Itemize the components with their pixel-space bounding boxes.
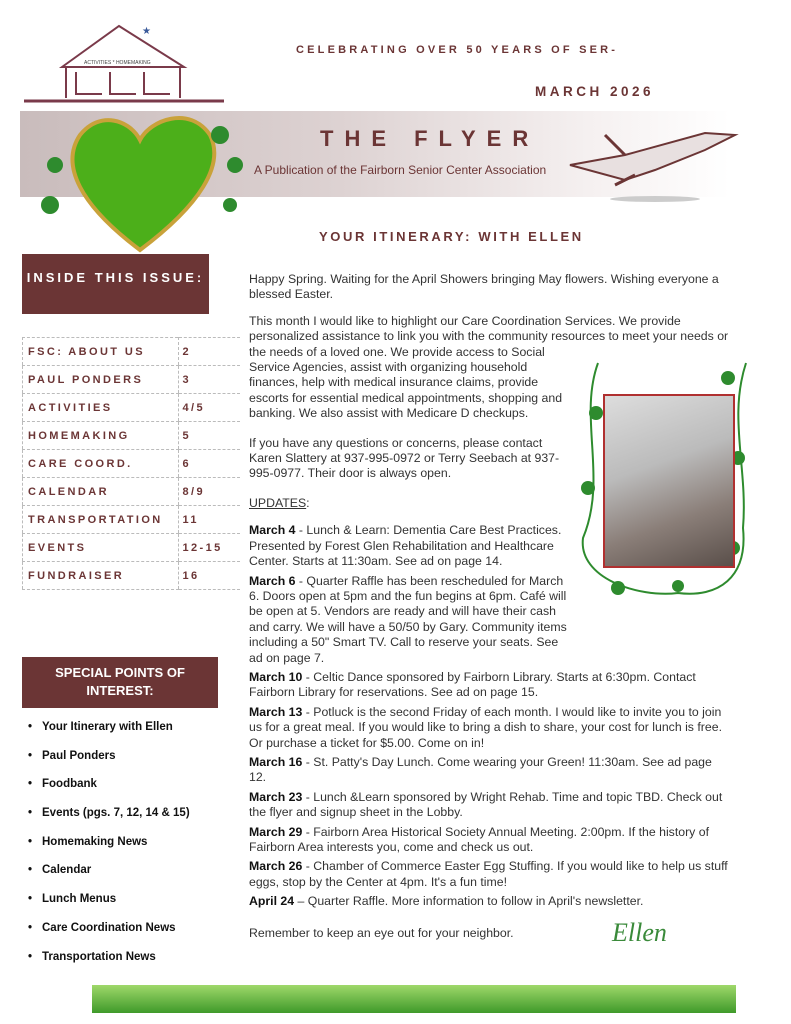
event-text: - Lunch & Learn: Dementia Care Best Practices. Presented by Forest Glen Rehabilitation and Healthcare Center. Starts at 11:30am. See ad on page 14. bbox=[249, 523, 562, 569]
toc-row bbox=[23, 394, 241, 422]
event-text: – Quarter Raffle. More information to follow in April's newsletter. bbox=[294, 894, 644, 909]
grass-flowers-border bbox=[92, 985, 736, 1013]
contact-paragraph: If you have any questions or concerns, please contact Karen Slattery at 937-995-0972 or Terry Seebach at 937-995-0977. Their door is always open. bbox=[249, 435, 560, 481]
event-date: March 26 bbox=[249, 859, 303, 874]
special-point-item: • Lunch Menus bbox=[28, 890, 190, 919]
senior-center-house-logo bbox=[24, 22, 224, 104]
event-date: March 29 bbox=[249, 824, 303, 839]
event-item bbox=[249, 705, 729, 751]
event-item bbox=[249, 859, 729, 890]
special-points-heading: SPECIAL POINTS OF INTEREST: bbox=[22, 657, 218, 708]
event-date: March 6 bbox=[249, 573, 296, 588]
toc-label: CALENDAR bbox=[23, 478, 179, 506]
shamrock-heart-graphic bbox=[20, 95, 260, 255]
event-date: April 24 bbox=[249, 894, 295, 909]
toc-page: 2 bbox=[178, 338, 240, 366]
toc-label: ACTIVITIES bbox=[23, 394, 179, 422]
special-point-item: • Your Itinerary with Ellen bbox=[28, 718, 190, 747]
closing-line: Remember to keep an eye out for your neighbor. bbox=[249, 925, 514, 940]
event-date: March 10 bbox=[249, 669, 303, 684]
event-text: - Lunch &Learn sponsored by Wright Rehab. Time and topic TBD. Check out the flyer and signup sheet in the Lobby. bbox=[249, 789, 723, 820]
toc-page: 6 bbox=[178, 450, 240, 478]
event-text: - St. Patty's Day Lunch. Come wearing your Green! 11:30am. See ad page 12. bbox=[249, 754, 712, 785]
event-item bbox=[249, 574, 569, 666]
logo bbox=[24, 22, 224, 104]
event-item bbox=[249, 755, 729, 786]
toc-label: PAUL PONDERS bbox=[23, 366, 179, 394]
toc-row bbox=[23, 534, 241, 562]
toc-label: EVENTS bbox=[23, 534, 179, 562]
event-date: March 4 bbox=[249, 523, 296, 538]
care-coordination-paragraph: This month I would like to highlight our Care Coordination Services. We provide personalized assistance to link you with the community resources to meet your needs or the needs of a loved one. We provide access to Social Service Agencies, assist with organizing household finances, help with medical insurance claims, provide escorts for essential medical appointments, shopping and banking. We also assist with Medicare D checkups. bbox=[249, 313, 729, 421]
special-point-item: • Homemaking News bbox=[28, 833, 190, 862]
special-point-item: • Calendar bbox=[28, 861, 190, 890]
event-text: - Fairborn Area Historical Society Annual Meeting. 2:00pm. If the history of Fairborn Area interests you, come and check us out. bbox=[249, 824, 710, 854]
inside-issue-heading: INSIDE THIS ISSUE: bbox=[22, 254, 209, 314]
svg-text:ACTIVITIES * HOMEMAKING: ACTIVITIES * HOMEMAKING bbox=[84, 60, 151, 66]
special-point-item: • Transportation News bbox=[28, 948, 190, 977]
newsletter-title: THE FLYER bbox=[320, 126, 540, 151]
toc-row bbox=[23, 506, 241, 534]
toc-page: 8/9 bbox=[178, 478, 240, 506]
section-heading: YOUR ITINERARY: WITH ELLEN bbox=[319, 229, 584, 244]
event-item bbox=[249, 894, 729, 909]
newsletter-subtitle: A Publication of the Fairborn Senior Center Association bbox=[254, 163, 547, 177]
jet-illustration bbox=[565, 125, 740, 210]
event-text: - Celtic Dance sponsored by Fairborn Library. Starts at 6:30pm. Contact Fairborn Library for reservations. See ad on page 15. bbox=[249, 669, 696, 700]
celebrating-tagline: CELEBRATING OVER 50 YEARS OF SER- bbox=[296, 44, 619, 56]
signature: Ellen bbox=[612, 918, 667, 947]
toc-label: HOMEMAKING bbox=[23, 422, 179, 450]
toc-label: FSC: ABOUT US bbox=[23, 338, 179, 366]
toc-page: 5 bbox=[178, 422, 240, 450]
special-point-item: • Paul Ponders bbox=[28, 747, 190, 776]
event-text: - Quarter Raffle has been rescheduled for March 6. Doors open at 5pm and the fun begins at 6pm. Café will be open at 5. Vendors are ready and will have their cash and carry. We will have a 50/50 by Gary. Community items including a 50" Smart TV. Call to reserve your seats. See ad on page 7. bbox=[249, 573, 567, 665]
table-of-contents bbox=[22, 337, 240, 590]
toc-page: 3 bbox=[178, 366, 240, 394]
events-list bbox=[249, 523, 729, 909]
toc-label: FUNDRAISER bbox=[23, 562, 179, 590]
updates-heading: UPDATES: bbox=[249, 495, 310, 510]
toc-row bbox=[23, 450, 241, 478]
special-points-list bbox=[28, 718, 190, 976]
article-body bbox=[249, 272, 729, 952]
event-date: March 16 bbox=[249, 754, 303, 769]
svg-text:★: ★ bbox=[142, 26, 151, 37]
event-text: - Potluck is the second Friday of each month. I would like to invite you to join us for a great meal. If you would like to bring a dish to share, your cost for lunch is free. Or purchase a ticket for $5.00. Come on in! bbox=[249, 704, 722, 750]
toc-label: TRANSPORTATION bbox=[23, 506, 179, 534]
toc-page: 16 bbox=[178, 562, 240, 590]
event-item bbox=[249, 825, 729, 856]
toc-label: CARE COORD. bbox=[23, 450, 179, 478]
special-point-item: • Events (pgs. 7, 12, 14 & 15) bbox=[28, 804, 190, 833]
special-point-item: • Care Coordination News bbox=[28, 919, 190, 948]
event-item bbox=[249, 523, 569, 569]
toc-page: 4/5 bbox=[178, 394, 240, 422]
issue-month: MARCH 2026 bbox=[535, 84, 655, 99]
event-item bbox=[249, 670, 729, 701]
event-text: - Chamber of Commerce Easter Egg Stuffing. If you would like to help us stuff eggs, stop by the Center at 4pm. It's a fun time! bbox=[249, 859, 728, 889]
toc-row bbox=[23, 338, 241, 366]
toc-row bbox=[23, 562, 241, 590]
toc-page: 11 bbox=[178, 506, 240, 534]
event-item bbox=[249, 790, 729, 821]
toc-row bbox=[23, 422, 241, 450]
special-point-item: • Foodbank bbox=[28, 775, 190, 804]
toc-row bbox=[23, 366, 241, 394]
toc-page: 12-15 bbox=[178, 534, 240, 562]
event-date: March 13 bbox=[249, 704, 303, 719]
event-date: March 23 bbox=[249, 789, 303, 804]
intro-paragraph: Happy Spring. Waiting for the April Showers bringing May flowers. Wishing everyone a blessed Easter. bbox=[249, 272, 719, 302]
toc-row bbox=[23, 478, 241, 506]
